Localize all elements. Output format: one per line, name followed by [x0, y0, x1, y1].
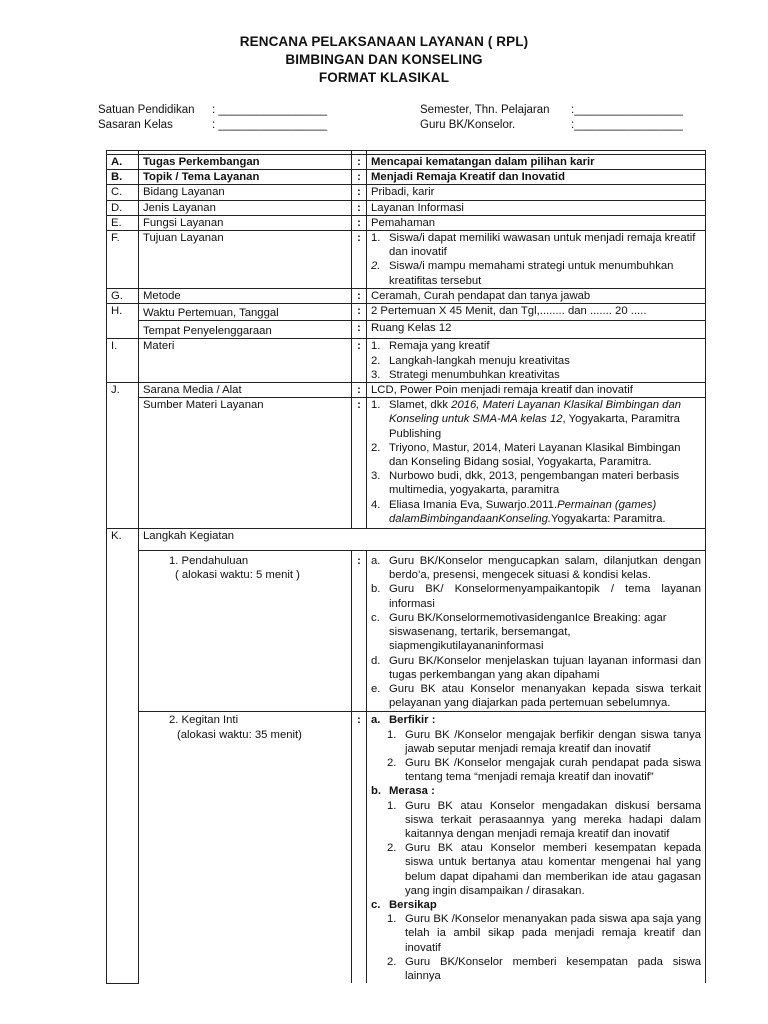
list-item	[371, 955, 701, 983]
item-text: Strategi menumbuhkan kreativitas	[389, 368, 560, 381]
semester-label: Semester, Thn. Pelajaran	[420, 104, 550, 116]
row-jenis-layanan	[107, 200, 706, 215]
sumber-list	[367, 398, 706, 529]
row-label: Jenis Layanan	[139, 200, 352, 215]
source-italic: Permainan (games) dalamBimbingandaanKonseling.	[389, 498, 657, 525]
inti-time: (alokasi waktu: 35 menit)	[177, 728, 302, 741]
document-title-line-1: RENCANA PELAKSANAAN LAYANAN ( RPL)	[239, 34, 529, 49]
colon: :	[352, 398, 367, 529]
list-item	[371, 368, 701, 382]
row-label: Tempat Penyelenggaraan	[139, 321, 352, 339]
row-label: Sarana Media / Alat	[139, 383, 352, 398]
row-code: A.	[107, 155, 139, 170]
sasaran-kelas-label: Sasaran Kelas	[98, 119, 173, 131]
list-item	[371, 799, 701, 842]
row-tempat	[107, 321, 706, 339]
colon: :	[352, 170, 367, 185]
list-item	[371, 728, 701, 756]
row-code: H.	[107, 304, 139, 339]
row-label: Fungsi Layanan	[139, 215, 352, 230]
item-number: 2.	[371, 354, 381, 367]
inti-heading	[139, 712, 352, 983]
item-number: 1.	[371, 232, 381, 245]
item-number: 1.	[387, 728, 397, 741]
item-number: 4.	[371, 498, 381, 511]
item-number: 3.	[371, 368, 381, 381]
section-heading: Berfikir :	[389, 714, 436, 727]
guru-bk-label: Guru BK/Konselor.	[420, 119, 516, 131]
list-item	[371, 259, 701, 287]
item-text: Guru BK /Konselor mengajak berfikir dengan siswa tanya jawab seputar menjadi remaja kreatif dan inovatif	[405, 728, 701, 755]
row-value: 2 Pertemuan X 45 Menit, dan Tgl,........ dan ....... 20 .....	[367, 304, 706, 321]
row-value: Ruang Kelas 12	[367, 321, 706, 339]
item-text: Remaja yang kreatif	[389, 340, 490, 353]
colon: :	[352, 200, 367, 215]
section-merasa	[371, 784, 701, 798]
row-label: Topik / Tema Layanan	[139, 170, 352, 185]
item-letter: b.	[371, 583, 381, 596]
item-text: Guru BK/KonselormemotivasidenganIce Breaking: agar siswasenang, tertarik, bersemangat, siapmengikutilayananinformasi	[389, 611, 667, 653]
row-tujuan-layanan	[107, 231, 706, 289]
row-label: Tujuan Layanan	[139, 231, 352, 289]
satuan-pendidikan-blank: : _________________	[212, 104, 328, 116]
row-value: Layanan Informasi	[367, 200, 706, 215]
row-materi	[107, 339, 706, 383]
colon: :	[352, 383, 367, 398]
semester-blank: :_________________	[571, 104, 683, 116]
inti-sections	[367, 712, 706, 983]
row-sarana-media	[107, 383, 706, 398]
source-text-tail: Yogyakarta: Paramitra.	[551, 512, 666, 525]
section-heading: Bersikap	[389, 898, 437, 911]
list-item	[371, 354, 701, 368]
row-sumber-materi	[107, 398, 706, 529]
row-label: Bidang Layanan	[139, 185, 352, 200]
document-title-line-3: FORMAT KLASIKAL	[318, 70, 450, 85]
list-item	[371, 654, 701, 682]
colon: :	[352, 339, 367, 383]
pendahuluan-time: ( alokasi waktu: 5 menit )	[175, 569, 300, 582]
row-code: D.	[107, 200, 139, 215]
row-value: Menjadi Remaja Kreatif dan Inovatid	[367, 170, 706, 185]
list-item	[371, 912, 701, 955]
pendahuluan-list	[367, 551, 706, 712]
item-text: Guru BK/Konselor memberi kesempatan pada siswa lainnya	[405, 955, 701, 982]
tujuan-list	[367, 231, 706, 289]
list-item	[371, 469, 701, 497]
pendahuluan-heading	[139, 551, 352, 712]
item-text: Guru BK /Konselor menanyakan pada siswa apa saja yang telah ia ambil sikap pada menjadi remaja kreatif dan inovatif	[405, 913, 701, 954]
source-text: Nurbowo budi, dkk, 2013, pengembangan materi berbasis multimedia, yogyakarta, paramitra	[389, 470, 680, 497]
colon: :	[352, 288, 367, 303]
item-letter: c.	[371, 611, 380, 624]
item-text: Guru BK/Konselor mengucapkan salam, dilanjutkan dengan berdo’a, presensi, mengecek situasi & kondisi kelas.	[389, 555, 701, 582]
item-number: 1.	[387, 799, 397, 812]
list-item	[371, 756, 701, 784]
row-topik-tema	[107, 170, 706, 185]
item-number: 2.	[371, 441, 381, 454]
row-fungsi-layanan	[107, 215, 706, 230]
list-item	[371, 398, 701, 441]
item-number: 2.	[371, 260, 381, 273]
row-code: B.	[107, 170, 139, 185]
sasaran-kelas-blank: : _________________	[212, 119, 328, 131]
colon: :	[352, 231, 367, 289]
colon: :	[352, 304, 367, 321]
list-item	[371, 441, 701, 469]
item-number: 1.	[371, 399, 381, 412]
item-number: 1.	[387, 913, 397, 926]
section-letter: a.	[371, 714, 381, 727]
colon: :	[352, 155, 367, 170]
item-number: 3.	[371, 470, 381, 483]
list-item	[371, 554, 701, 582]
section-letter: c.	[371, 898, 381, 911]
satuan-pendidikan-label: Satuan Pendidikan	[98, 104, 195, 116]
row-label: Waktu Pertemuan, Tanggal	[139, 304, 352, 321]
list-item	[371, 231, 701, 259]
source-text: Eliasa Imania Eva, Suwarjo.2011.	[389, 498, 558, 511]
row-value: Mencapai kematangan dalam pilihan karir	[367, 155, 706, 170]
row-code: K.	[107, 529, 139, 984]
section-heading: Merasa :	[389, 785, 435, 798]
item-text: Guru BK atau Konselor mengadakan diskusi bersama siswa terkait perasaannya yang mereka hadapi dalam kaitannya dengan menjadi remaja kreatif dan inovatif	[405, 799, 701, 840]
row-label: Sumber Materi Layanan	[139, 398, 352, 529]
source-text: Slamet, dkk	[389, 399, 452, 412]
row-pendahuluan	[107, 551, 706, 712]
item-text: Langkah-langkah menuju kreativitas	[389, 354, 570, 367]
colon: :	[352, 712, 367, 983]
row-kegiatan-inti	[107, 712, 706, 983]
list-item	[371, 582, 701, 610]
row-label: Langkah Kegiatan	[139, 529, 706, 551]
row-label: Tugas Perkembangan	[139, 155, 352, 170]
row-value: LCD, Power Poin menjadi remaja kreatif dan inovatif	[367, 383, 706, 398]
source-text-tail: , Yogyakarta, Paramitra Publishing	[389, 413, 680, 440]
item-letter: e.	[371, 682, 381, 695]
item-text: Guru BK atau Konselor menanyakan kepada siswa terkait pelayanan yang diajarkan pada pertemuan sebelumnya.	[389, 682, 701, 710]
row-label: Metode	[139, 288, 352, 303]
rpl-table	[106, 150, 706, 984]
item-number: 2.	[387, 955, 397, 968]
document-title-line-2: BIMBINGAN DAN KONSELING	[285, 52, 483, 67]
materi-list	[367, 339, 706, 383]
item-letter: a.	[371, 555, 381, 568]
colon: :	[352, 215, 367, 230]
row-langkah-kegiatan	[107, 529, 706, 551]
row-code: I.	[107, 339, 139, 383]
item-letter: d.	[371, 654, 381, 667]
colon: :	[352, 185, 367, 200]
colon: :	[352, 551, 367, 712]
row-code: E.	[107, 215, 139, 230]
row-code: J.	[107, 383, 139, 529]
list-item	[371, 611, 701, 654]
row-value: Pribadi, karir	[367, 185, 706, 200]
row-metode	[107, 288, 706, 303]
row-value: Ceramah, Curah pendapat dan tanya jawab	[367, 288, 706, 303]
list-item	[371, 498, 701, 526]
guru-bk-blank: :_________________	[571, 119, 683, 131]
row-waktu-pertemuan	[107, 304, 706, 321]
section-berfikir	[371, 713, 701, 727]
item-number: 2.	[387, 842, 397, 855]
list-item	[371, 339, 701, 353]
row-bidang-layanan	[107, 185, 706, 200]
inti-title: 2. Kegitan Inti	[169, 714, 239, 727]
list-item	[371, 841, 701, 898]
item-text: Guru BK/ Konselormenyampaikantopik / tema layanan informasi	[389, 583, 701, 610]
row-code: G.	[107, 288, 139, 303]
row-value: Pemahaman	[367, 215, 706, 230]
colon: :	[352, 321, 367, 339]
section-letter: b.	[371, 785, 382, 798]
source-italic: 2016, Materi Layanan Klasikal Bimbingan dan Konseling untuk SMA-MA kelas 12	[389, 399, 682, 426]
source-text: Triyono, Mastur, 2014, Materi Layanan Klasikal Bimbingan dan Konseling Bidang sosial, Yogyakarta, Paramitra.	[389, 441, 681, 469]
item-text: Siswa/i dapat memiliki wawasan untuk menjadi remaja kreatif dan inovatif	[389, 232, 696, 259]
item-text: Guru BK atau Konselor memberi kesempatan kepada siswa untuk bertanya atau komentar mengenai hal yang belum dapat dipahami dan memberikan ide atau gagasan yang ingin disampaikan / dirasakan.	[405, 842, 701, 897]
row-code: F.	[107, 231, 139, 289]
item-text: Siswa/i mampu memahami strategi untuk menumbuhkan kreatifitas tersebut	[389, 260, 674, 287]
pendahuluan-title: 1. Pendahuluan	[169, 555, 249, 568]
item-text: Guru BK /Konselor mengajak curah pendapat pada siswa tentang tema “menjadi remaja kreatif dan inovatif”	[405, 756, 701, 784]
row-tugas-perkembangan	[107, 155, 706, 170]
item-number: 1.	[371, 340, 381, 353]
list-item	[371, 682, 701, 710]
item-text: Guru BK/Konselor menjelaskan tujuan layanan informasi dan tugas perkembangan yang akan dipahami	[389, 654, 701, 681]
section-bersikap	[371, 898, 701, 912]
item-number: 2.	[387, 756, 397, 769]
row-label: Materi	[139, 339, 352, 383]
row-code: C.	[107, 185, 139, 200]
